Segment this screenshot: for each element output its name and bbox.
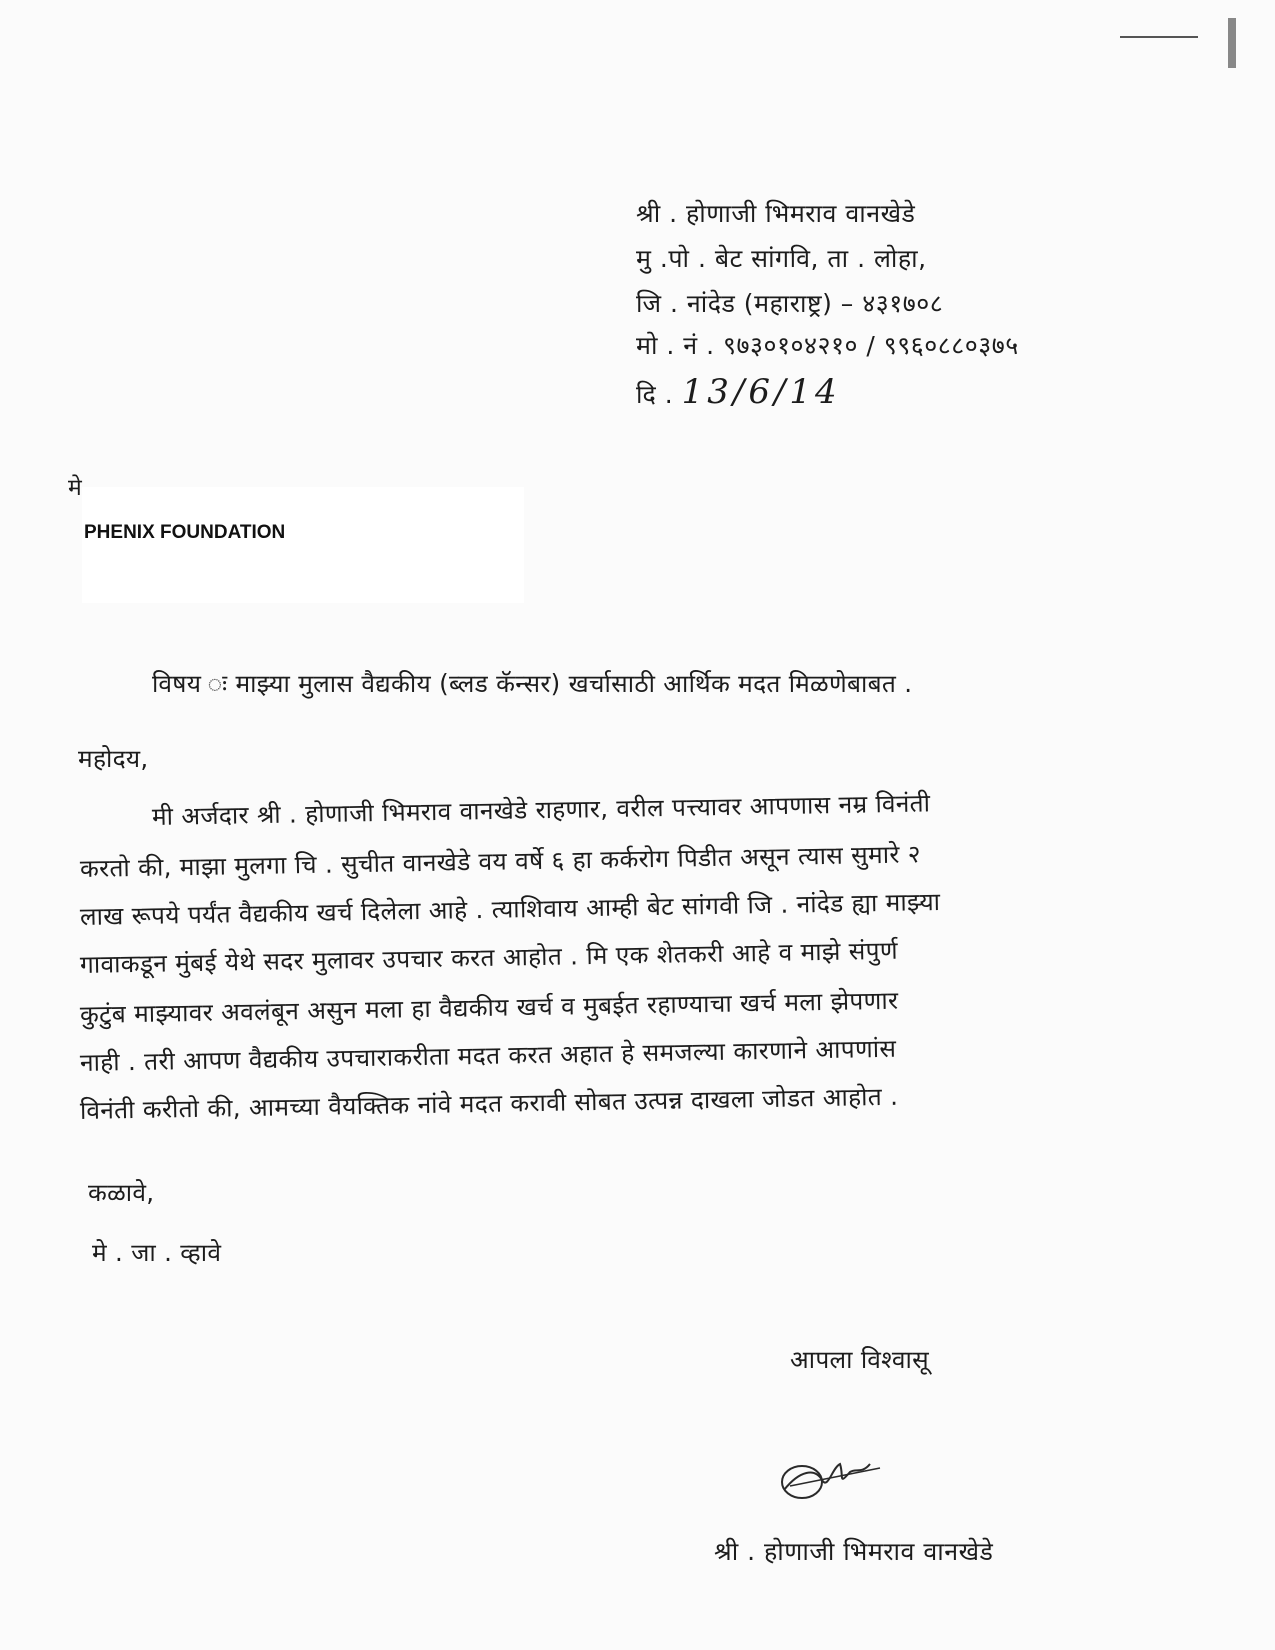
body-line-2: करतो की, माझा मुलगा चि . सुचीत वानखेडे वय वर्षे ६ हा कर्करोग पिडीत असून त्यास सुमारे २ — [79, 839, 922, 883]
body-line-4: गावाकडून मुंबई येथे सदर मुलावर उपचार करत आहोत . मि एक शेतकरी आहे व माझे संपुर्ण — [79, 935, 899, 979]
date-label: दि . — [636, 380, 674, 409]
subject-line: विषय ः माझ्या मुलास वैद्यकीय (ब्लड कॅन्सर) खर्चासाठी आर्थिक मदत मिळणेबाबत . — [152, 669, 913, 698]
body-line-5: कुटुंब माझ्यावर अवलंबून असुन मला हा वैद्यकीय खर्च व मुबईत रहाण्याचा खर्च मला झेपणार — [79, 985, 899, 1029]
sender-address-line2: जि . नांदेड (महाराष्ट्र) – ४३१७०८ — [636, 289, 944, 318]
date-row — [636, 372, 841, 412]
signature — [770, 1450, 890, 1510]
recipient-prefix: मे — [68, 475, 82, 501]
recipient-box — [82, 487, 524, 603]
body-line-3: लाख रूपये पर्यंत वैद्यकीय खर्च दिलेला आहे . त्याशिवाय आम्ही बेट सांगवी जि . नांदेड ह्या माझ्या — [79, 886, 941, 931]
sender-phone: मो . नं . ९७३०१०४२१० / ९९६०८८०३७५ — [636, 331, 1019, 360]
sender-name: श्री . होणाजी भिमराव वानखेडे — [636, 199, 916, 228]
yours-faithfully: आपला विश्वासू — [790, 1345, 930, 1374]
date-value: 13/6/14 — [681, 372, 841, 412]
scan-artifact-top-right — [1228, 18, 1236, 68]
scan-artifact-line — [1120, 36, 1198, 38]
closing-kalave: कळावे, — [88, 1178, 155, 1207]
signatory-name: श्री . होणाजी भिमराव वानखेडे — [714, 1537, 994, 1566]
body-line-7: विनंती करीतो की, आमच्या वैयक्तिक नांवे मदत करावी सोबत उत्पन्न दाखला जोडत आहोत . — [79, 1081, 899, 1125]
closing-me-ja-vhave: मे . जा . व्हावे — [92, 1238, 222, 1267]
salutation: महोदय, — [78, 744, 149, 773]
body-line-6: नाही . तरी आपण वैद्यकीय उपचाराकरीता मदत करत अहात हे समजल्या कारणाने आपणांस — [79, 1033, 897, 1077]
body-line-1: मी अर्जदार श्री . होणाजी भिमराव वानखेडे राहणार, वरील पत्त्यावर आपणास नम्र विनंती — [151, 788, 931, 831]
recipient-organization: PHENIX FOUNDATION — [84, 522, 286, 543]
sender-address-line1: मु .पो . बेट सांगवि, ता . लोहा, — [636, 244, 927, 273]
